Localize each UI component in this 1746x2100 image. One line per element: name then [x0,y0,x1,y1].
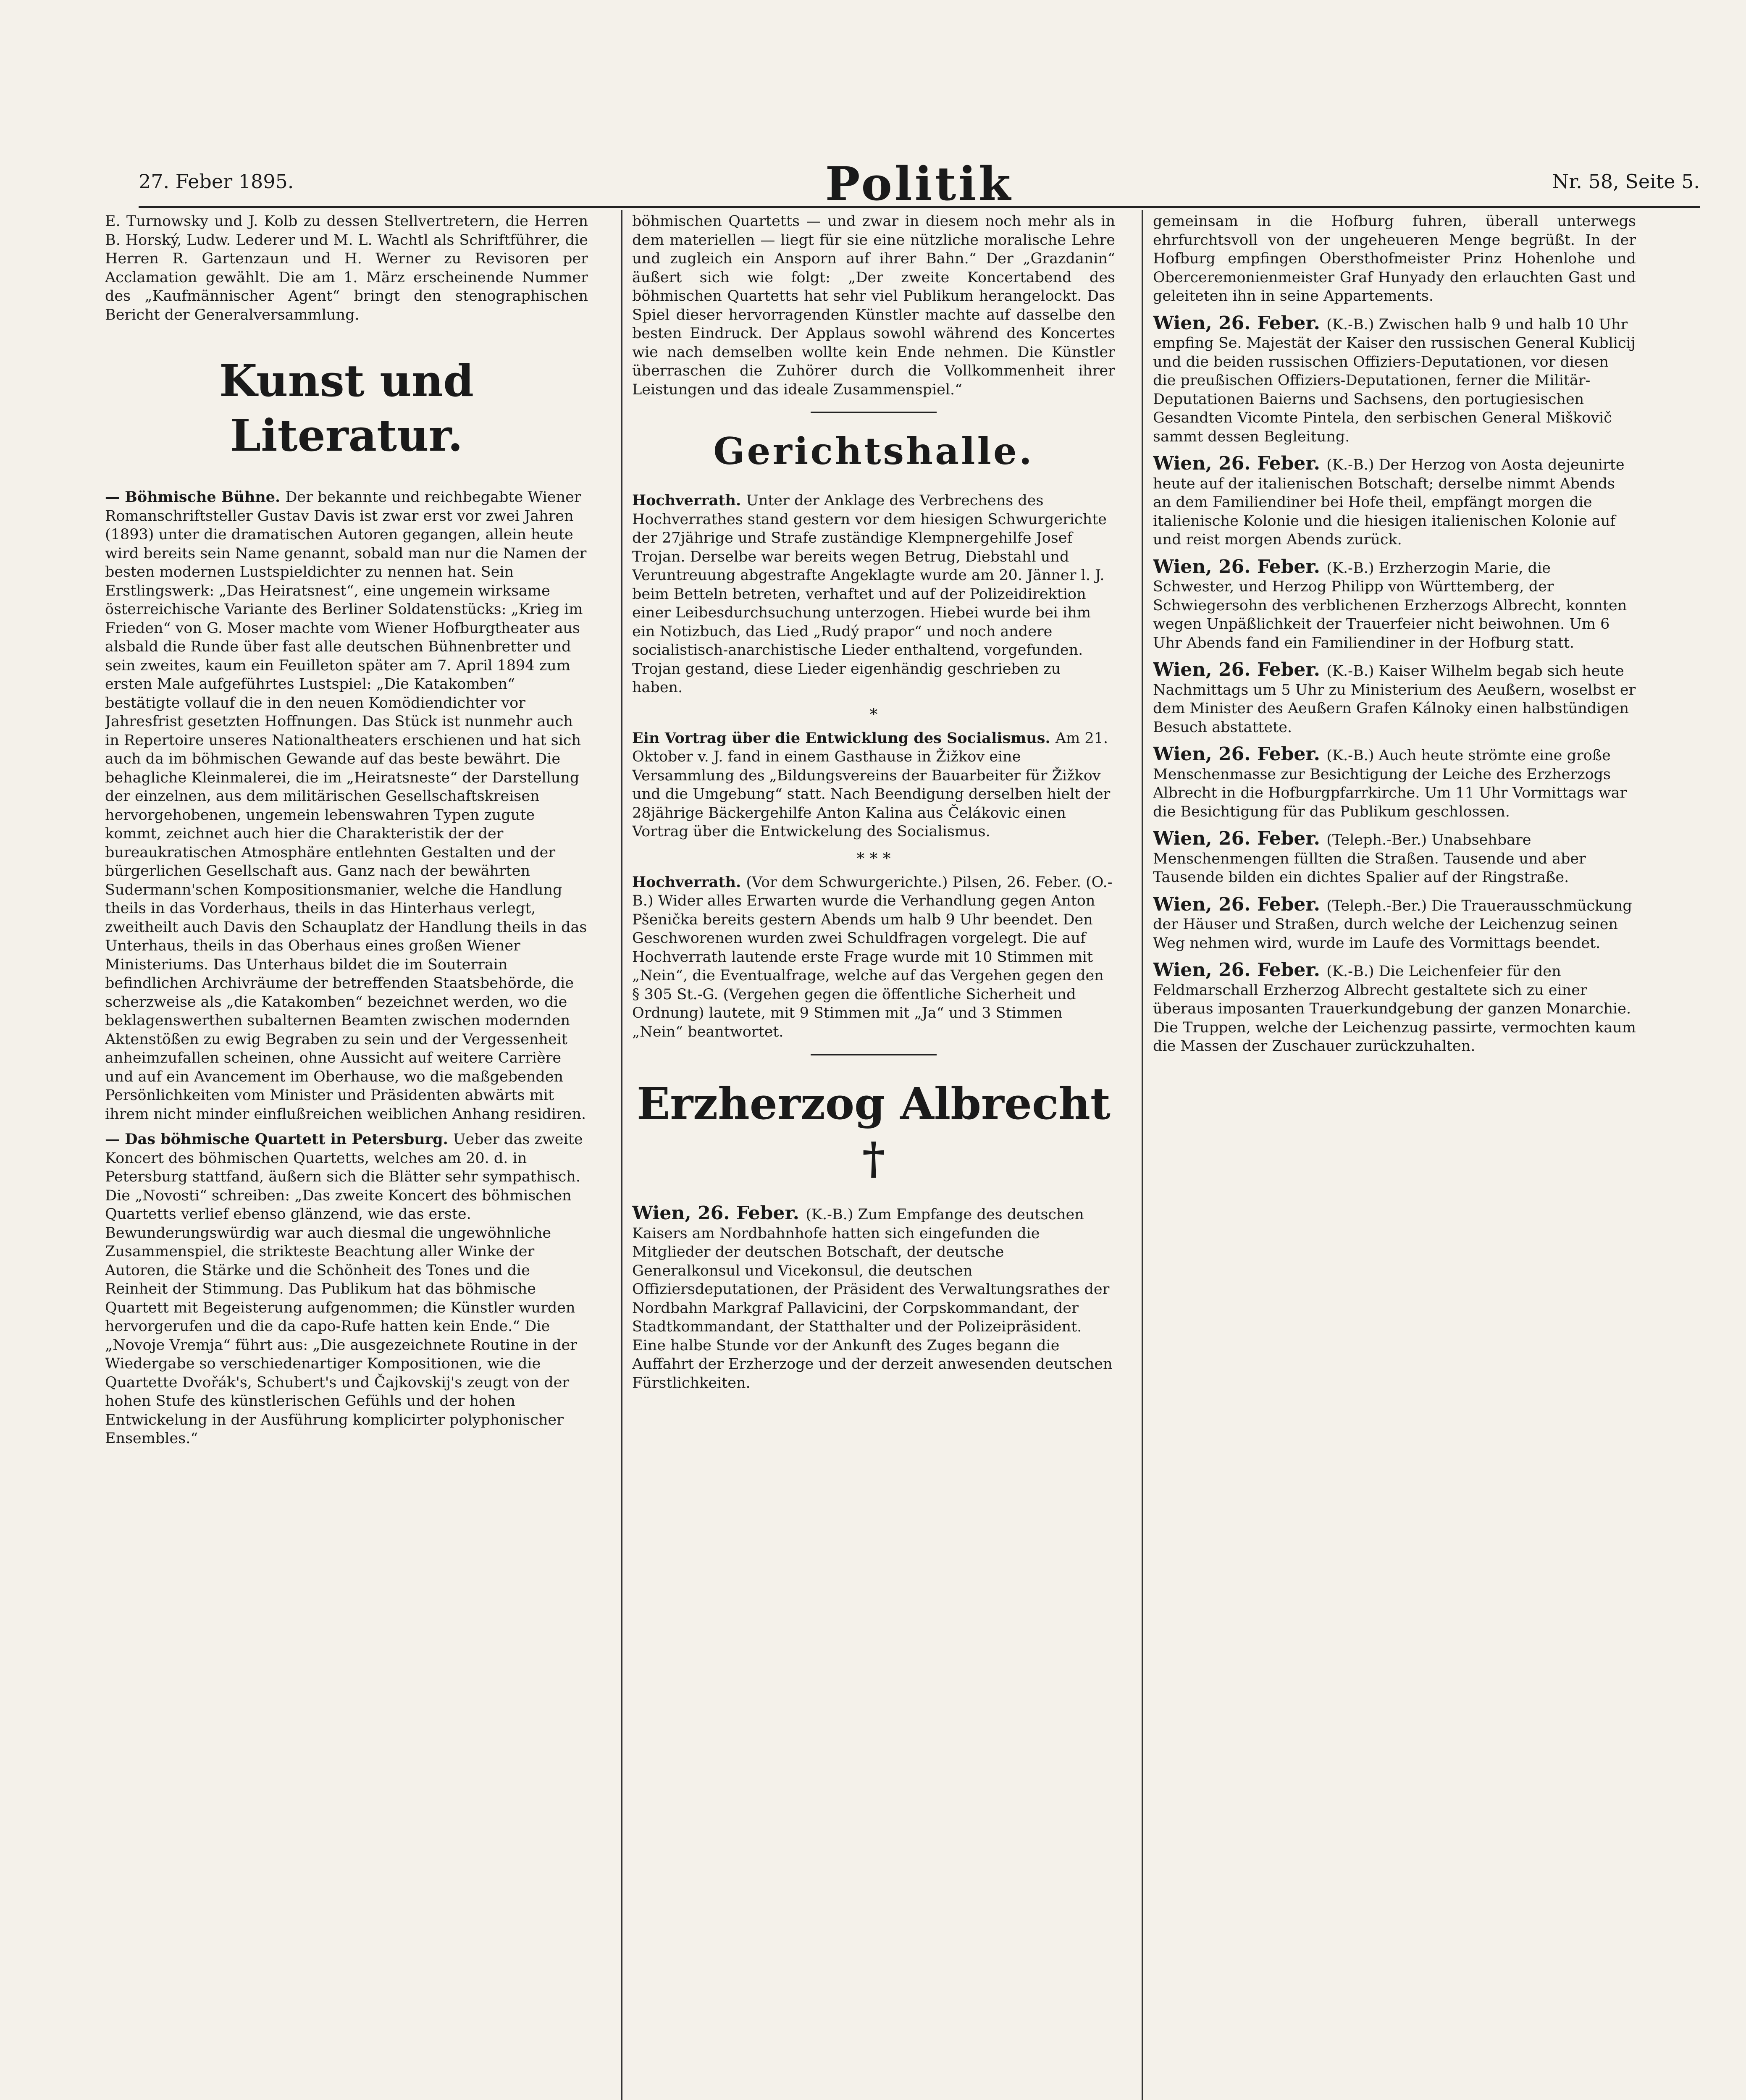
article-body: Am 21. Oktober v. J. fand in einem Gasthause in Žižkov eine Versammlung des „Bildungsvereins der Bauarbeiter für Žižkov und die Umgebung“ statt. Nach Beendigung derselben hielt der 28jährige Bäckergehilfe Anton Kalina aus Čelákovic einen Vortrag über die Entwickelung des Socialismus. [632,730,1111,840]
issue-number: Nr. 58, Seite 5. [1552,170,1700,193]
article [105,1130,588,1448]
divider [811,412,937,413]
news-item [1153,894,1636,953]
dateline: Wien, 26. Feber. [1153,556,1327,578]
news-item [1153,659,1636,737]
header-rule [139,206,1700,208]
section-heading: Kunst und Literatur. [219,355,474,461]
masthead: Politik [825,157,1013,211]
news-body: (Teleph.-Ber.) Unabsehbare Menschenmengen füllten die Straßen. Tausende und aber Tausende bilden ein dichtes Spalier auf der Ringstraße. [1153,832,1586,886]
article-body: Unter der Anklage des Verbrechens des Hochverrathes stand gestern vor dem hiesigen Schwurgerichte der 27jährige und Strafe zuständige Klempnergehilfe Josef Trojan. Derselbe war bereits wegen Betrug, Diebstahl und Veruntreuung abgestrafte Angeklagte wurde am 20. Jänner l. J. beim Betteln betreten, verhaftet und auf der Polizeidirektion einer Leibesdurchsuchung unterzogen. Hiebei wurde bei ihm ein Notizbuch, das Lied „Rudý prapor“ und noch andere socialistisch-anarchistische Lieder enthaltend, vorgefunden. Trojan gestand, diese Lieder eigenhändig geschrieben zu haben. [632,492,1107,696]
news-item [1153,959,1636,1056]
dateline: Wien, 26. Feber. [1153,312,1327,334]
news-body: (K.-B.) Auch heute strömte eine große Menschenmasse zur Besichtigung der Leiche des Erzherzogs Albrecht in die Hofburgpfarrkirche. Um 11 Uhr Vormittags war die Besichtigung für das Publikum geschlossen. [1153,747,1627,820]
column-2 [632,212,1115,2100]
article-title: — Das böhmische Quartett in Petersburg. [105,1131,453,1148]
news-body: (K.-B.) Der Herzog von Aosta dejeunirte heute auf der italienischen Botschaft; derselbe nimmt Abends an dem Familiendiner bei Hofe theil, empfängt morgen die italienische Kolonie und die hiesigen italienischen Kolonie auf und reist morgen Abends zurück. [1153,457,1625,548]
column-1 [105,212,588,2100]
news-item [1153,453,1636,549]
divider [811,1054,937,1055]
article-body: Ueber das zweite Koncert des böhmischen Quartetts, welches am 20. d. in Petersburg stattfand, äußern sich die Blätter sehr sympathisch. Die „Novosti“ schreiben: „Das zweite Koncert des böhmischen Quartetts verlief ebenso glänzend, wie das erste. Bewunderungswürdig war auch diesmal die ungewöhnliche Zusammenspiel, die strikteste Beachtung aller Winke der Autoren, die Stärke und die Schönheit des Tones und die Reinheit der Stimmung. Das Publikum hat das böhmische Quartett mit Begeisterung aufgenommen; die Künstler wurden hervorgerufen und die da capo-Rufe hatten kein Ende.“ Die „Novoje Vremja“ führt aus: „Die ausgezeichnete Routine in der Wiedergabe so verschiedenartiger Kompositionen, wie die Quartette Dvořák's, Schubert's und Čajkovskij's zeugt von der hohen Stufe des künstlerischen Gefühls und der hohen Entwickelung in der Ausführung komplicirter polyphonischer Ensembles.“ [105,1131,583,1447]
separator-star: * [869,705,878,724]
article [632,873,1115,1042]
page-header [139,157,1700,211]
article-title: Ein Vortrag über die Entwicklung des Socialismus. [632,729,1055,747]
article [632,491,1115,697]
news-body: (K.-B.) Zwischen halb 9 und halb 10 Uhr empfing Se. Majestät der Kaiser den russischen General Kublicij und die beiden russischen Offiziers-Deputationen, vor diesen die preußischen Offiziers-Deputationen, ferner die Militär-Deputationen Baierns und Sachsens, den portugiesischen Gesandten Vicomte Pintela, den serbischen General Miškovič sammt dessen Begleitung. [1153,316,1636,445]
issue-date: 27. Feber 1895. [139,170,294,193]
paragraph: böhmischen Quartetts — und zwar in diesem noch mehr als in dem materiellen — liegt für sie eine nützliche moralische Lehre und zugleich ein Ansporn auf ihrer Bahn.“ Der „Grazdanin“ äußert sich wie folgt: „Der zweite Koncertabend des böhmischen Quartetts hat sehr viel Publikum herangelockt. Das Spiel dieser hervorragenden Künstler machte auf dasselbe den besten Eindruck. Der Applaus sowohl während des Koncertes wie nach demselben wollte kein Ende nehmen. Die Künstler überraschen die Zuhörer durch die Vollkommenheit ihrer Leistungen und das ideale Zusammenspiel.“ [632,213,1115,398]
news-item [1153,828,1636,887]
separator-stars: * * * [856,849,891,868]
article-title: — Böhmische Bühne. [105,488,286,506]
dateline: Wien, 26. Feber. [1153,453,1327,474]
article [105,488,588,1124]
news-item [1153,743,1636,821]
article [632,1202,1115,1392]
column-3 [1153,212,1636,2100]
article-body: (Vor dem Schwurgerichte.) Pilsen, 26. Feber. (O.-B.) Wider alles Erwarten wurde die Verhandlung gegen Anton Pšenička bereits gestern Abends um halb 9 Uhr beendet. Den Geschworenen wurden zwei Schuldfragen vorgelegt. Die auf Hochverrath lautende erste Frage wurde mit 10 Stimmen mit „Nein“, die Eventualfrage, welche auf das Vergehen gegen den § 305 St.-G. (Vergehen gegen die öffentliche Sicherheit und Ordnung) lautete, mit 9 Stimmen mit „Ja“ und 3 Stimmen „Nein“ beantwortet. [632,874,1113,1040]
dateline: Wien, 26. Feber. [1153,893,1327,915]
paragraph: E. Turnowsky und J. Kolb zu dessen Stellvertretern, die Herren B. Horský, Ludw. Lederer und M. L. Wachtl als Schriftführer, die Herren R. Gartenzaun und H. Werner zu Revisoren per Acclamation gewählt. Die am 1. März erscheinende Nummer des „Kaufmännischer Agent“ bringt den stenographischen Bericht der Generalversammlung. [105,213,588,323]
news-body: (K.-B.) Kaiser Wilhelm begab sich heute Nachmittags um 5 Uhr zu Ministerium des Aeußern, woselbst er dem Minister des Aeußern Grafen Kálnoky einen halbstündigen Besuch abstattete. [1153,663,1636,736]
news-body: (K.-B.) Erzherzogin Marie, die Schwester, und Herzog Philipp von Württemberg, der Schwiegersohn des verblichenen Erzherzogs Albrecht, konnten wegen Unpäßlichkeit der Trauerfeier nicht beiwohnen. Um 6 Uhr Abends fand ein Familiendiner in der Hofburg statt. [1153,559,1627,651]
section-heading: Gerichtshalle. [713,429,1034,473]
dateline: Wien, 26. Feber. [1153,959,1327,981]
dateline: Wien, 26. Feber. [1153,743,1327,765]
column-divider [621,210,622,2100]
news-item [1153,556,1636,653]
paragraph: gemeinsam in die Hofburg fuhren, überall unterwegs ehrfurchtsvoll von der ungeheueren Menge begrüßt. In der Hofburg empfingen Obersthofmeister Prinz Hohenlohe und Oberceremonienmeister Graf Hunyady den erlauchten Gast und geleiteten ihn in seine Appartements. [1153,213,1636,304]
article-title: Hochverrath. [632,492,746,509]
dateline: Wien, 26. Feber. [1153,828,1327,849]
news-item [1153,312,1636,446]
section-heading: Erzherzog Albrecht † [637,1078,1111,1184]
dateline: Wien, 26. Feber. [1153,659,1327,680]
article [632,729,1115,841]
article-body: (K.-B.) Zum Empfange des deutschen Kaisers am Nordbahnhofe hatten sich eingefunden die Mitglieder der deutschen Botschaft, der deutsche Generalkonsul und Vicekonsul, die deutschen Offiziersdeputationen, der Präsident des Verwaltungsrathes der Nordbahn Markgraf Pallavicini, der Corpskommandant, der Stadtkommandant, der Statthalter und der Polizeipräsident. Eine halbe Stunde vor der Ankunft des Zuges begann die Auffahrt der Erzherzoge und der derzeit anwesenden deutschen Fürstlichkeiten. [632,1206,1113,1391]
dateline: Wien, 26. Feber. [632,1202,806,1224]
article-title: Hochverrath. [632,873,746,891]
article-body: Der bekannte und reichbegabte Wiener Romanschriftsteller Gustav Davis ist zwar erst vor zwei Jahren (1893) unter die dramatischen Autoren gegangen, allein heute wird bereits sein Name genannt, sobald man nur die Namen der besten modernen Lustspieldichter zu nennen hat. Sein Erstlingswerk: „Das Heiratsnest“, eine ungemein wirksame österreichische Variante des Berliner Soldatenstücks: „Krieg im Frieden“ von G. Moser machte vom Wiener Hofburgtheater aus alsbald die Runde über fast alle deutschen Bühnenbretter und sein zweites, kaum ein Feuilleton später am 7. April 1894 zum ersten Male aufgeführtes Lustspiel: „Die Katakomben“ bestätigte vollauf die in den neuen Komödiendichter vor Jahresfrist gesetzten Hoffnungen. Das Stück ist nunmehr auch in Repertoire unseres Nationaltheaters erschienen und hat sich auch da im böhmischen Gewande auf das beste bewährt. Die behagliche Kleinmalerei, die im „Heiratsneste“ der Darstellung der einzelnen, aus dem militärischen Gesellschaftskreisen hervorgehobenen, ungemein lebenswahren Typen zugute kommt, zeichnet auch hier die Charakteristik der der bureaukratischen Atmosphäre entlehnten Gestalten und der bürgerlichen Gesellschaft aus. Ganz nach der bewährten Sudermann'schen Kompositionsmanier, welche die Handlung theils in das Vorderhaus, theils in das Hinterhaus verlegt, zweitheilt auch Davis den Schauplatz der Handlung theils in das Unterhaus, theils in das Oberhaus eines großen Wiener Ministeriums. Das Unterhaus bildet die im Souterrain befindlichen Archivräume der betreffenden Staatsbehörde, die scherzweise als „die Katakomben“ bezeichnet werden, wo die beklagenswerthen subalternen Beamten zwischen modernden Aktenstößen zu ewig Begraben zu sein und der Vergessenheit anheimzufallen scheinen, ohne Aussicht auf weitere Carrière und auf ein Avancement im Oberhause, wo die maßgebenden Persönlichkeiten vom Minister und Präsidenten abwärts mit ihrem nicht minder einflußreichen weiblichen Anhang residiren. [105,489,587,1123]
column-divider [1142,210,1143,2100]
news-body: (K.-B.) Die Leichenfeier für den Feldmarschall Erzherzog Albrecht gestaltete sich zu einer überaus imposanten Trauerkundgebung der ganzen Monarchie. Die Truppen, welche der Leichenzug passirte, vermochten kaum die Massen der Zuschauer zurückzuhalten. [1153,963,1636,1055]
news-body: (Teleph.-Ber.) Die Trauerausschmückung der Häuser und Straßen, durch welche der Leichenzug seinen Weg nehmen wird, wurde im Laufe des Vormittags beendet. [1153,897,1632,952]
